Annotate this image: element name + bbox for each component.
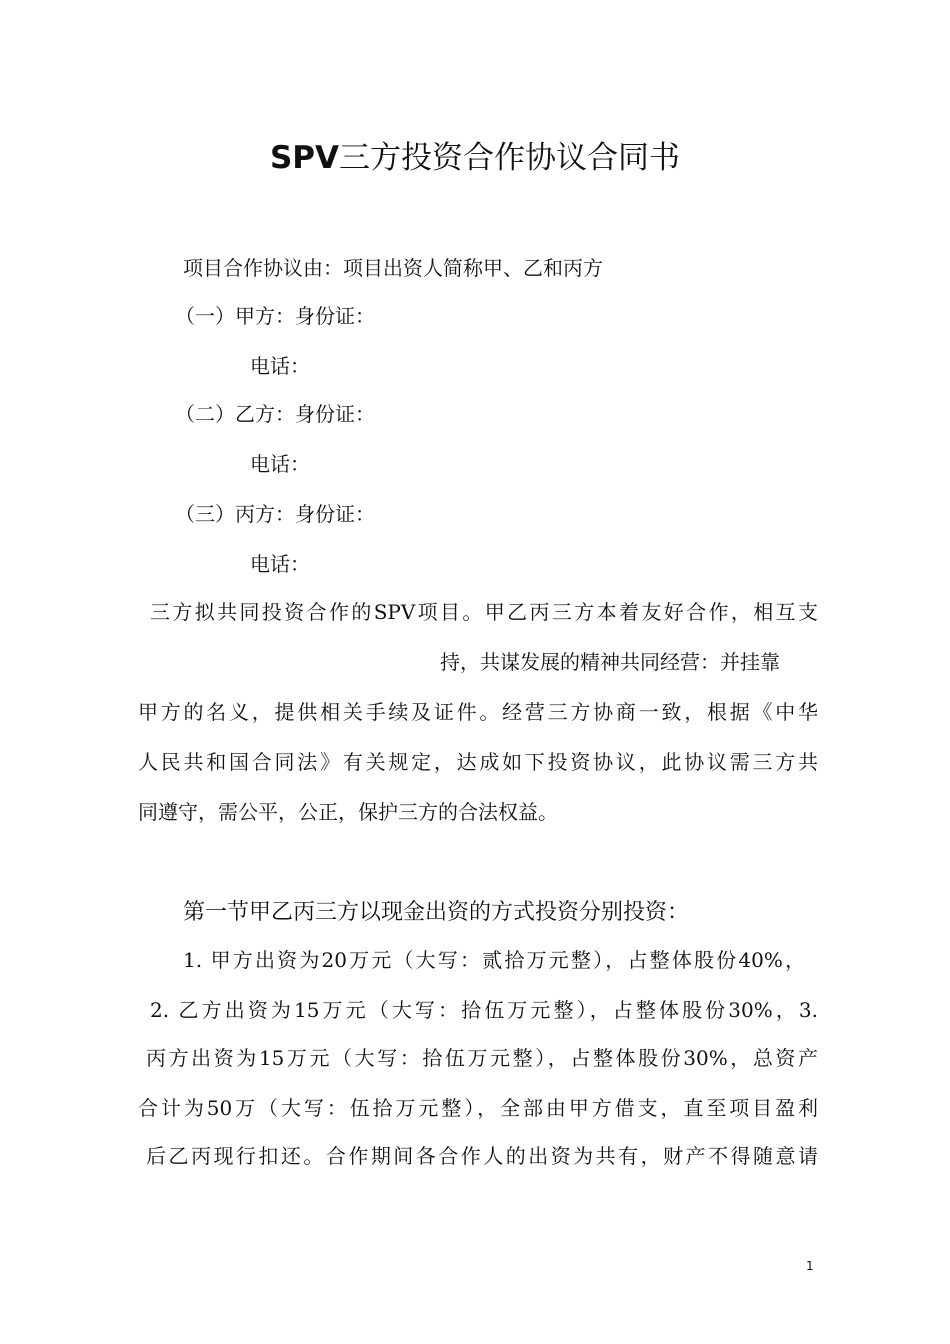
preamble-line: 甲方的名义，提供相关手续及证件。经营三方协商一致，根据《中华 (138, 700, 818, 724)
preamble-line: 三方拟共同投资合作的SPV项目。甲乙丙三方本着友好合作，相互支 (150, 600, 818, 624)
party-b-phone: 电话： (250, 452, 310, 476)
title-prefix: SPV (269, 140, 340, 176)
preamble-line: 人民共和国合同法》有关规定，达成如下投资协议，此协议需三方共 (138, 750, 818, 774)
party-b-id: （二）乙方：身份证： (175, 402, 375, 426)
intro-line: 项目合作协议由：项目出资人简称甲、乙和丙方 (183, 256, 603, 280)
party-a-phone: 电话： (250, 354, 310, 378)
section-line: 后乙丙现行扣还。合作期间各合作人的出资为共有，财产不得随意请 (146, 1144, 818, 1168)
section-line: 1. 甲方出资为20万元（大写：贰拾万元整），占整体股份40%， (183, 948, 805, 972)
party-c-id: （三）丙方：身份证： (175, 502, 375, 526)
title-text: 三方投资合作协议合同书 (339, 140, 681, 176)
section-line: 合计为50万（大写：伍拾万元整），全部由甲方借支，直至项目盈利 (138, 1096, 818, 1120)
preamble-line: 持，共谋发展的精神共同经营：并挂靠 (440, 650, 780, 674)
section-heading: 第一节甲乙丙三方以现金出资的方式投资分别投资： (183, 900, 690, 925)
document-title (0, 138, 950, 178)
party-c-phone: 电话： (250, 552, 310, 576)
preamble-line: 同遵守，需公平，公正，保护三方的合法权益。 (138, 800, 558, 824)
section-line: 2. 乙方出资为15万元（大写：拾伍万元整），占整体股份30%，3. (150, 998, 818, 1022)
page-number: 1 (806, 1259, 814, 1273)
party-a-id: （一）甲方：身份证： (175, 304, 375, 328)
section-line: 丙方出资为15万元（大写：拾伍万元整），占整体股份30%，总资产 (146, 1046, 818, 1070)
